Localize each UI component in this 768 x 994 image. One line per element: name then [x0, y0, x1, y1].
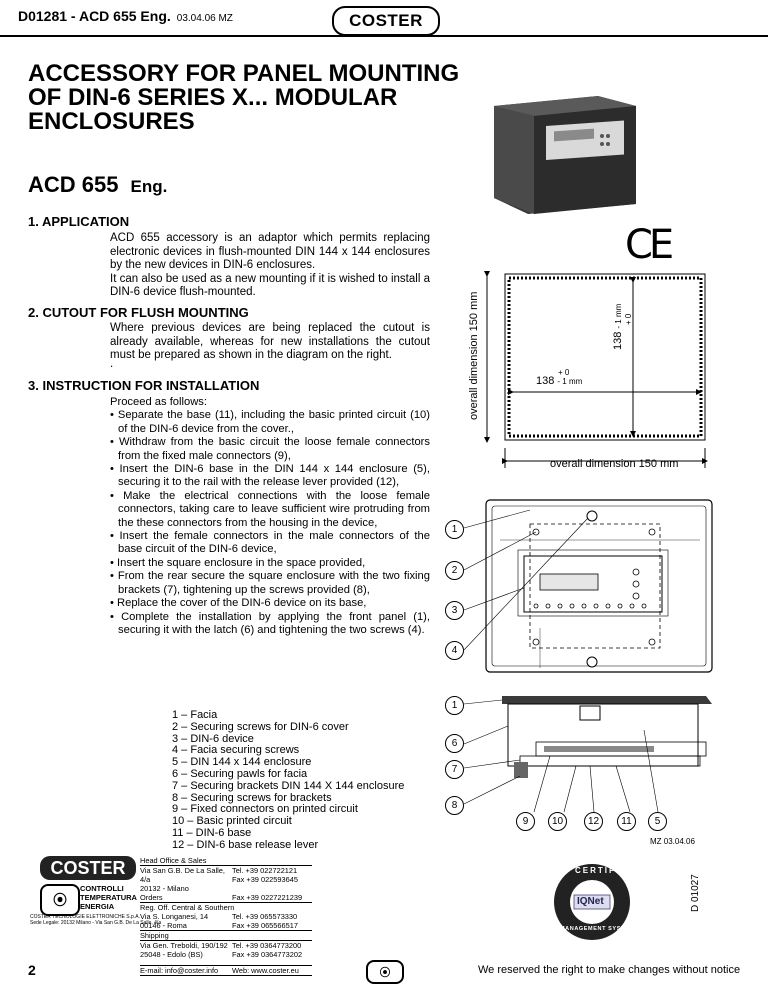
step-item: • From the rear secure the square enclosure with the two fixing brackets (7), tightening up the screws provided (8),	[110, 570, 430, 596]
legend-item: 9 – Fixed connectors on printed circuit	[172, 803, 358, 816]
cte-logo: ⦿	[40, 884, 80, 916]
step-item: • Replace the cover of the DIN-6 device on its base,	[110, 597, 367, 610]
cut-tol-vertical: + 0	[624, 313, 633, 325]
cert-top-text: CERTIFIED	[575, 866, 636, 875]
product-photo	[488, 86, 648, 216]
footer-web: Web: www.coster.eu	[232, 966, 299, 975]
cutout-diagram	[465, 268, 715, 468]
callout-9: 9	[516, 812, 535, 831]
drawing-date: MZ 03.04.06	[650, 837, 695, 846]
page-number: 2	[28, 962, 36, 978]
callout-side-1: 1	[445, 696, 464, 715]
cut-tol-plus: + 0	[558, 368, 570, 377]
ce-mark: CE	[625, 222, 671, 268]
overall-dimension-horizontal: overall dimension 150 mm	[550, 458, 679, 470]
page-title: ACCESSORY FOR PANEL MOUNTING OF DIN-6 SERIES X... MODULAR ENCLOSURES	[28, 60, 460, 135]
document-date: 03.04.06 MZ	[176, 13, 233, 24]
model-name: ACD 655	[28, 172, 119, 197]
callout-side-6: 6	[445, 734, 464, 753]
section-2-text: Where previous devices are being replaced the cutout is already available, whereas for new installations the cutout must be prepared as shown in the diagram on the right.	[110, 322, 430, 361]
footer-company: COSTER TECNOLOGIE ELETTRONICHE S.p.A. Sede Legale: 20132 Milano - Via San G.B. De La Salle, 4/a	[30, 914, 162, 926]
legend-item: 5 – DIN 144 x 144 enclosure	[172, 756, 312, 769]
legend-item: 2 – Securing screws for DIN-6 cover	[172, 720, 349, 733]
model-heading	[28, 172, 167, 198]
footer-offices: Head Office & Sales Via San G.B. De La Salle, 4/a 20132 - Milano Tel. +39 022722121 Fax +39 022593645 Orders Fax +39 0227221239 Reg. Off. Central & Southern Via S. Longanesi, 14 00146 - Roma Tel. +39 065573330 Fax +39 065566517 Shipping Via Gen. Treboldi, 190/192 25048 - Edolo (BS) Tel. +39 0364773200 Fax +39 0364773202 E-mail: info@coster.info Web: www.coster.eu	[140, 856, 312, 976]
legend-item: 11 – DIN-6 base	[172, 826, 252, 839]
legend-item: 8 – Securing screws for brackets	[172, 791, 332, 804]
step-item: • Insert the DIN-6 base in the DIN 144 x 144 enclosure (5), securing it to the rail with the release lever provided (12),	[110, 463, 430, 489]
callout-3: 3	[445, 601, 464, 620]
callout-4: 4	[445, 641, 464, 660]
document-code-text: D01281 - ACD 655 Eng.	[18, 8, 171, 24]
callout-12: 12	[584, 812, 603, 831]
legend-item: 10 – Basic printed circuit	[172, 815, 292, 828]
callout-side-8: 8	[445, 796, 464, 815]
disclaimer: We reserved the right to make changes without notice	[478, 964, 741, 976]
section-1-text: ACD 655 accessory is an adaptor which permits replacing electronic devices in flush-mounted DIN 144 x 144 enclosures by the new devices in DIN-6 enclosures. It can also be used as a new mounting if it is wished to install a DIN-6 device flush-mounted.	[110, 232, 430, 298]
cert-bottom-text: MANAGEMENT SYSTEM	[560, 926, 635, 932]
installation-steps	[110, 396, 430, 637]
cert-iqnet: IQNet	[577, 896, 604, 907]
legend-item: 3 – DIN-6 device	[172, 732, 254, 745]
cut-dim-vertical: 138 - 1 mm	[612, 303, 624, 350]
office-label: Head Office & Sales	[140, 856, 207, 865]
parts-legend	[172, 710, 432, 852]
side-view-diagram	[440, 690, 720, 840]
footer-coster-logo: COSTER	[40, 856, 136, 880]
cut-dim-horizontal: 138 - 1 mm	[536, 375, 583, 387]
step-item: • Complete the installation by applying the front panel (1), securing it with the latch (6) and tightening the two screws (4).	[110, 610, 431, 636]
section-2-title: 2. CUTOUT FOR FLUSH MOUNTING	[28, 305, 249, 320]
callout-2: 2	[445, 561, 464, 580]
step-item: • Withdraw from the basic circuit the loose female connectors from the fixed male connectors (9),	[110, 436, 430, 462]
legend-item: 6 – Securing pawls for facia	[172, 767, 308, 780]
step-item: • Insert the square enclosure in the space provided,	[110, 556, 366, 569]
step-item: • Insert the female connectors in the male connectors of the base circuit of the DIN-6 device,	[110, 530, 430, 556]
legend-item: 7 – Securing brackets DIN 144 X 144 enclosure	[172, 779, 405, 792]
document-code	[18, 8, 233, 24]
callout-10: 10	[548, 812, 567, 831]
coster-logo: COSTER	[332, 6, 440, 36]
footer-email: E-mail: info@coster.info	[140, 966, 219, 975]
callout-1: 1	[445, 520, 464, 539]
footer-subtitle: CONTROLLI TEMPERATURA ENERGIA	[80, 884, 137, 911]
section-3-title: 3. INSTRUCTION FOR INSTALLATION	[28, 378, 260, 393]
step-item: • Make the electrical connections with the loose female connectors, taking care to leave sufficient wire protruding from the these connectors from the housing in the device,	[110, 489, 430, 529]
section-1-title: 1. APPLICATION	[28, 214, 130, 229]
cte-small-logo: ⦿	[366, 960, 404, 984]
doc-code-vertical: D 01027	[690, 874, 701, 912]
callout-11: 11	[617, 812, 636, 831]
front-view-diagram	[440, 488, 720, 674]
callout-side-7: 7	[445, 760, 464, 779]
callout-5: 5	[648, 812, 667, 831]
legend-item: 4 – Facia securing screws	[172, 744, 300, 757]
header-rule	[0, 35, 768, 37]
step-item: • Separate the base (11), including the basic printed circuit (10) of the DIN-6 device from the cover.,	[110, 409, 430, 435]
steps-intro: Proceed as follows:	[110, 396, 208, 408]
overall-dimension-vertical: overall dimension 150 mm	[468, 291, 480, 420]
section-2-dot: .	[110, 358, 114, 370]
legend-item: 12 – DIN-6 base release lever	[172, 838, 319, 851]
model-language: Eng.	[130, 177, 168, 196]
legend-item: 1 – Facia	[172, 709, 218, 721]
